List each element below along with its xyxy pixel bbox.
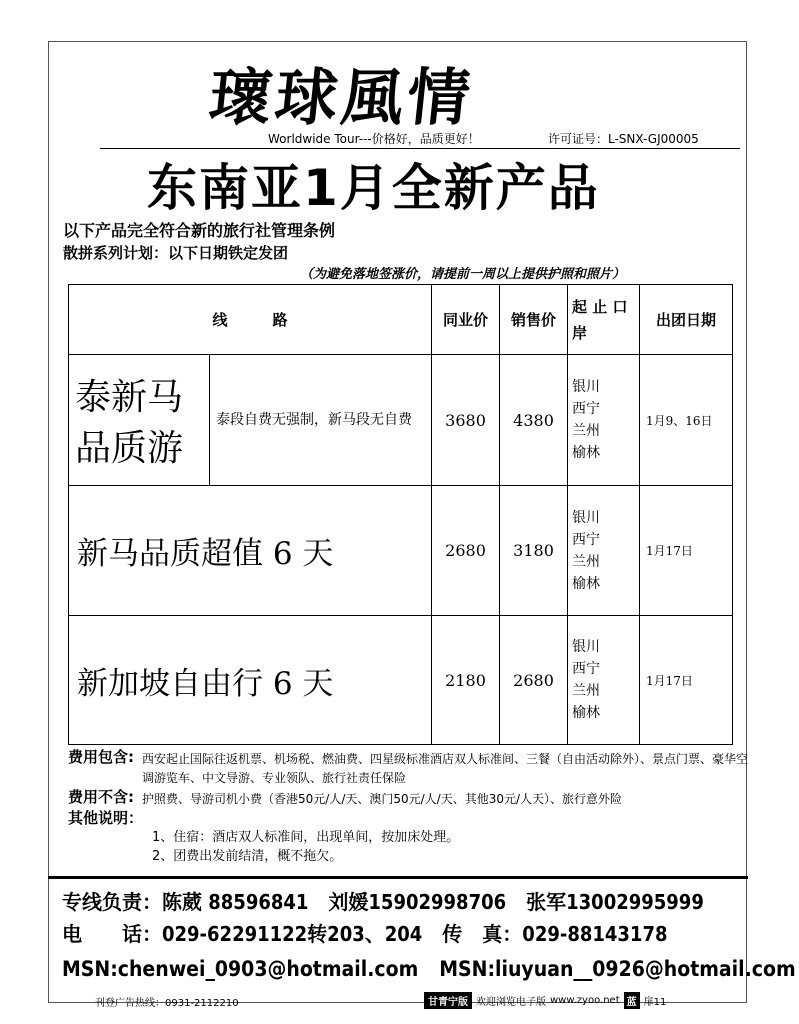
departure-date: 1月17日 <box>640 616 733 745</box>
peer-price: 3680 <box>432 355 500 486</box>
route-name: 泰新马品质游 <box>69 355 210 486</box>
fees-excluded <box>68 788 748 809</box>
peer-price: 2180 <box>432 616 500 745</box>
fees-excluded-label: 费用不含: <box>68 788 134 806</box>
fees-included-text: 西安起止国际往返机票、机场税、燃油费、四星级标准酒店双人标准间、三餐（自由活动除外）、景点门票、豪华空调游览车、中文导游、专业领队、旅行社责任保险 <box>142 752 749 785</box>
peer-price: 2680 <box>432 486 500 616</box>
port: 银川 <box>572 509 601 526</box>
route-note: 泰段自费无强制，新马段无自费 <box>210 355 432 486</box>
port: 榆林 <box>572 575 601 592</box>
page-number: 扉11 <box>643 997 667 1008</box>
table-header-row <box>69 285 733 355</box>
port: 兰州 <box>572 423 601 439</box>
schedule-note: 散拼系列计划：以下日期铁定发团 <box>63 244 289 262</box>
departure-date: 1月17日 <box>640 486 733 616</box>
contact-rule <box>48 876 748 879</box>
header-sale-price: 销售价 <box>500 285 568 355</box>
table-row <box>69 486 733 616</box>
visa-note: （为避免落地签涨价，请提前一周以上提供护照和照片） <box>300 267 626 282</box>
contact-managers: 专线负责：陈葳 88596841 刘媛15902998706 张军13002995999 <box>62 890 704 914</box>
header-peer-price: 同业价 <box>432 285 500 355</box>
page-headline: 东南亚1月全新产品 <box>147 159 600 217</box>
tagline-row <box>268 130 699 147</box>
other-item: 1、住宿：酒店双人标准间，出现单间，按加床处理。 <box>152 830 460 845</box>
sale-price: 3180 <box>500 486 568 616</box>
page-label: 蓝 <box>624 992 640 1009</box>
ports-list <box>568 355 640 486</box>
fee-section <box>68 748 748 866</box>
table-row <box>69 355 733 486</box>
route-name: 新加坡自由行 6 天 <box>69 616 432 745</box>
tour-table <box>68 284 733 745</box>
port: 西宁 <box>572 661 601 677</box>
port: 西宁 <box>572 401 601 417</box>
port: 兰州 <box>572 553 601 570</box>
route-name: 新马品质超值 6 天 <box>69 486 432 616</box>
fees-included <box>68 748 748 788</box>
contact-msn: MSN:chenwei_0903@hotmail.com MSN:liuyuan__0926@hotmail.com <box>62 957 796 981</box>
header-date: 出团日期 <box>640 285 733 355</box>
departure-date: 1月9、16日 <box>640 355 733 486</box>
footer-info <box>424 992 666 1009</box>
header-route: 线 路 <box>69 285 432 355</box>
brand-logo: 瓌球風情 <box>205 61 478 134</box>
table-row <box>69 616 733 745</box>
ports-list <box>568 616 640 745</box>
fees-excluded-text: 护照费、导游司机小费（香港50元/人/天、澳门50元/人/天、其他30元/人天）、旅行意外险 <box>142 792 623 806</box>
edition-badge: 甘青宁版 <box>424 992 472 1009</box>
fees-included-label: 费用包含: <box>68 748 134 766</box>
compliance-note: 以下产品完全符合新的旅行社管理条例 <box>63 221 336 240</box>
tagline: Worldwide Tour---价格好，品质更好！ <box>268 132 480 146</box>
port: 银川 <box>572 639 601 655</box>
other-item: 2、团费出发前结清，概不拖欠。 <box>152 849 343 864</box>
ports-list <box>568 486 640 616</box>
port: 兰州 <box>572 683 601 699</box>
contact-phone-fax: 电 话：029-62291122转203、204 传 真：029-88143178 <box>62 922 668 946</box>
port: 榆林 <box>572 705 601 721</box>
site-link[interactable]: www.zyoo.net <box>550 995 620 1006</box>
sale-price: 4380 <box>500 355 568 486</box>
license-number: 许可证号：L-SNX-GJ00005 <box>548 132 699 146</box>
welcome-text: 欢迎浏览电子版 <box>476 997 546 1008</box>
header-ports: 起 止 口 岸 <box>568 285 640 355</box>
port: 银川 <box>572 379 601 395</box>
other-label: 其他说明： <box>68 809 144 827</box>
ad-hotline: 刊登广告热线：0931-2112210 <box>95 998 239 1009</box>
port: 榆林 <box>572 445 601 461</box>
port: 西宁 <box>572 531 601 548</box>
sale-price: 2680 <box>500 616 568 745</box>
